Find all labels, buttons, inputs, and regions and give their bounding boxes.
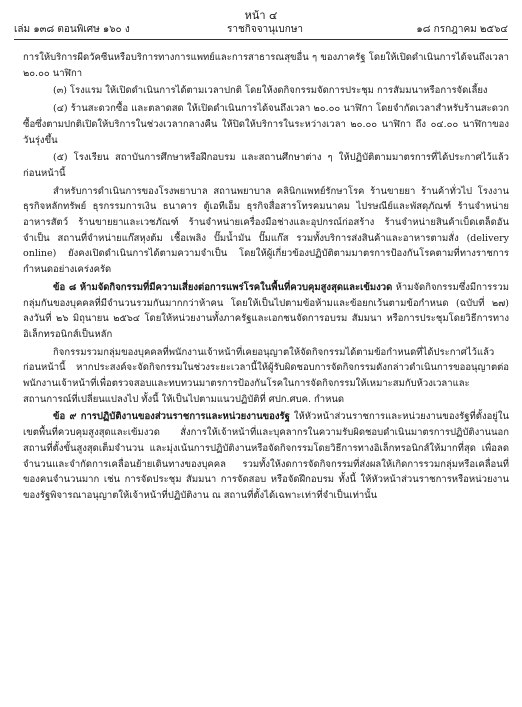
section-8 [23, 280, 509, 343]
paragraph: การให้บริการผีดวัคซีนหรือบริการทางการแพทย์และการสาธารณสุขอื่น ๆ ของภาครัฐ โดยให้เปิดดำเนินการได้จนถึงเวลา ๒๐.๐๐ นาฬิกา [23, 52, 509, 79]
header-divider [14, 39, 508, 40]
section-text: ให้หัวหน้าส่วนราชการและหน่วยงานของรัฐที่ตั้งอยู่ในเขตพื้นที่ควบคุมสูงสุดและเข้มงวด สั่งการให้เจ้าหน้าที่และบุคลากรในความรับผิดชอบดำเนินมาตรการปฏิบัติงานนอกสถานที่ตั้งขั้นสูงสุดเต็มจำนวน และมุ่งเน้นการปฏิบัติงานหรือจัดกิจกรรมโดยวิธีการทางอิเล็กทรอนิกส์ให้มากที่สุด เพื่อลดจำนวนและจำกัดการเคลื่อนย้ายเดินทางของบุคคล รวมทั้งให้งดการจัดกิจกรรมที่ส่งผลให้เกิดการรวมกลุ่มหรือเคลื่อนที่ของคนจำนวนมาก เช่น การจัดประชุม สัมมนา การจัดสอบ หรือจัดฝึกอบรม ทั้งนี้ ให้หัวหน้าส่วนราชการหรือหน่วยงานของรัฐพิจารณาอนุญาตให้เจ้าหน้าที่ปฏิบัติงาน ณ สถานที่ตั้งได้เฉพาะเท่าที่จำเป็นเท่านั้น [23, 411, 509, 501]
paragraph: กิจกรรมรวมกลุ่มของบุคคลที่พนักงานเจ้าหน้าที่เคยอนุญาตให้จัดกิจกรรมได้ตามข้อกำหนดที่ได้ประกาศไว้แล้วก่อนหน้านี้ หากประสงค์จะจัดกิจกรรมในช่วงระยะเวลานี้ให้ผู้รับผิดชอบการจัดกิจกรรมดังกล่าวดำเนินการขออนุญาตต่อพนักงานเจ้าหน้าที่เพื่อตรวจสอบและทบทวนมาตรการป้องกันโรคในการจัดกิจกรรมให้เหมาะสมกับห้วงเวลาและสถานการณ์ที่เปลี่ยนแปลงไป ทั้งนี้ ให้เป็นไปตามแนวปฏิบัติที่ ศปก.ศบค. กำหนด [23, 346, 509, 405]
page-header [14, 22, 508, 38]
section-heading: ข้อ ๘ ห้ามจัดกิจกรรมที่มีความเสี่ยงต่อการแพร่โรคในพื้นที่ควบคุมสูงสุดและเข้มงวด [53, 281, 393, 293]
page-number: หน้า ๔ [244, 9, 278, 22]
paragraph: สำหรับการดำเนินการของโรงพยาบาล สถานพยาบาล คลินิกแพทย์รักษาโรค ร้านขายยา ร้านค้าทั่วไป โรงงาน ธุรกิจหลักทรัพย์ ธุรกรรมการเงิน ธนาคาร ตู้เอทีเอ็ม ธุรกิจสื่อสารโทรคมนาคม ไปรษณีย์และพัสดุภัณฑ์ ร้านจำหน่ายอาหารสัตว์ ร้านขายยาและเวชภัณฑ์ ร้านจำหน่ายเครื่องมือช่างและอุปกรณ์ก่อสร้าง ร้านจำหน่ายสินค้าเบ็ดเตล็ดอันจำเป็น สถานที่จำหน่ายแก๊สหุงต้ม เชื้อเพลิง ปั๊มน้ำมัน ปั๊มแก๊ส รวมทั้งบริการส่งสินค้าและอาหารตามสั่ง (delivery online) ยังคงเปิดดำเนินการได้ตามความจำเป็น โดยให้ผู้เกี่ยวข้องปฏิบัติตามมาตรการป้องกันโรคตามที่ทางราชการกำหนดอย่างเคร่งครัด [23, 185, 509, 276]
paragraph: (๓) โรงแรม ให้เปิดดำเนินการได้ตามเวลาปกติ โดยให้งดกิจกรรมจัดการประชุม การสัมมนาหรือการจัดเลี้ยง [53, 85, 488, 97]
section-9 [23, 409, 509, 503]
document-body [23, 50, 509, 700]
section-text: ห้ามจัดกิจกรรมซึ่งมีการรวมกลุ่มกันของบุคคลที่มีจำนวนรวมกันมากกว่าห้าคน โดยให้เป็นไปตามข้อห้ามและข้อยกเว้นตามข้อกำหนด (ฉบับที่ ๒๗) ลงวันที่ ๒๖ มิถุนายน ๒๕๖๔ โดยให้หน่วยงานทั้งภาครัฐและเอกชนจัดการอบรม สัมมนา หรือการประชุมโดยวิธีการทางอิเล็กทรอนิกส์เป็นหลัก [23, 281, 509, 340]
volume-info: เล่ม ๑๓๘ ตอนพิเศษ ๑๖๐ ง [14, 24, 130, 35]
publication-date: ๑๘ กรกฎาคม ๒๕๖๔ [416, 24, 508, 35]
section-heading: ข้อ ๙ การปฏิบัติงานของส่วนราชการและหน่วยงานของรัฐ [53, 411, 290, 423]
paragraph: (๔) ร้านสะดวกซื้อ และตลาดสด ให้เปิดดำเนินการได้จนถึงเวลา ๒๐.๐๐ นาฬิกา โดยจำกัดเวลาสำหรับร้านสะดวกซื้อซึ่งตามปกติเปิดให้บริการในช่วงเวลากลางคืน ให้ปิดให้บริการในระหว่างเวลา ๒๐.๐๐ นาฬิกา ถึง ๐๔.๐๐ นาฬิกาของวันรุ่งขึ้น [23, 103, 509, 146]
paragraph: (๕) โรงเรียน สถาบันการศึกษาหรือฝึกอบรม และสถานศึกษาต่าง ๆ ให้ปฏิบัติตามมาตรการที่ได้ประกาศไว้แล้วก่อนหน้านี้ [23, 152, 509, 179]
gazette-title: ราชกิจจานุเบกษา [227, 24, 304, 35]
